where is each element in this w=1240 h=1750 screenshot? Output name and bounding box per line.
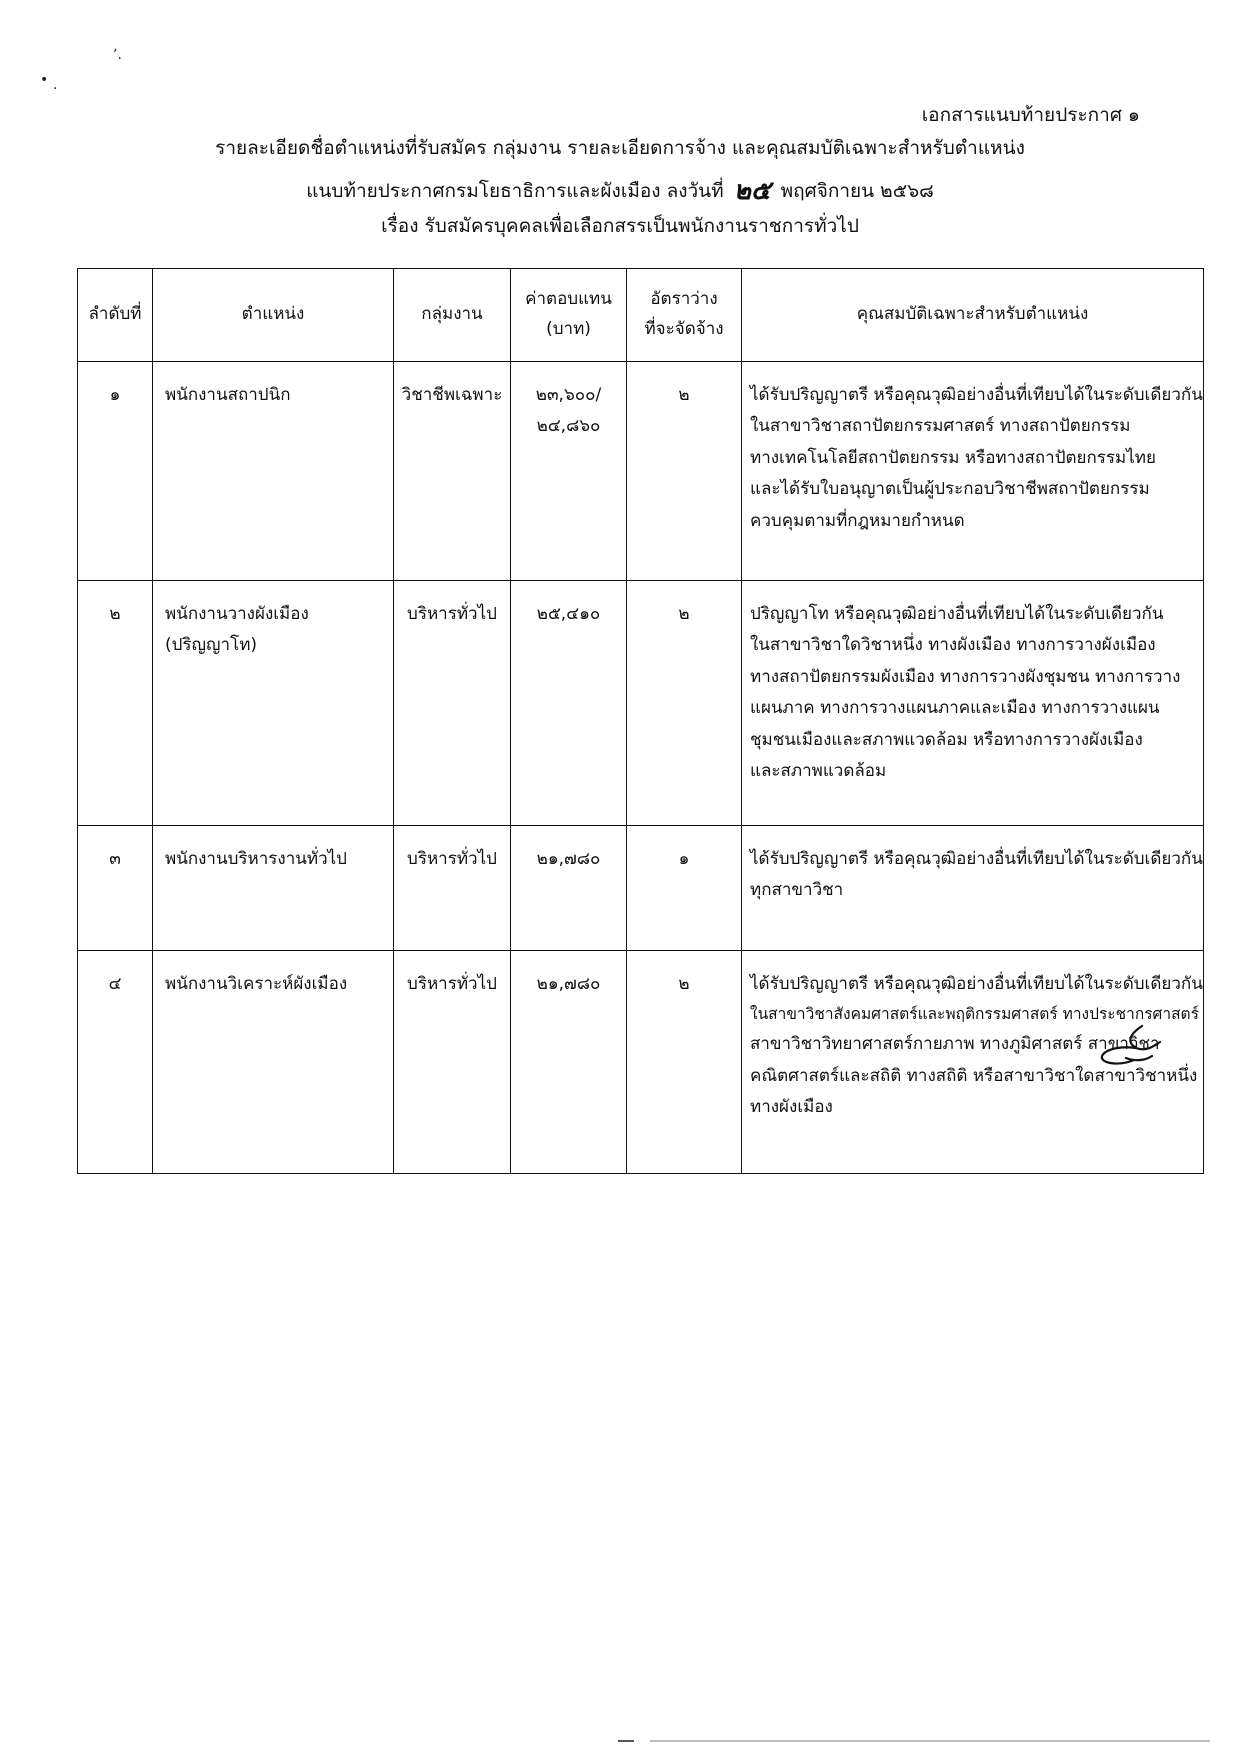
table-header-row (78, 269, 1204, 362)
table-row (78, 362, 1204, 581)
row-group: วิชาชีพเฉพาะ (394, 362, 511, 581)
row-number: ๓ (78, 826, 153, 951)
announcement-day: ๒๕ (733, 176, 771, 206)
qualification-line: ชุมชนเมืองและสภาพแวดล้อม หรือทางการวางผังเมือง (750, 729, 1143, 750)
row-group: บริหารทั่วไป (394, 951, 511, 1174)
scan-edge-mark (618, 1740, 634, 1742)
qualification-line: แผนภาค ทางการวางแผนภาคและเมือง ทางการวางแผน (750, 698, 1160, 719)
qualification-line: ทางผังเมือง (750, 1096, 833, 1117)
row-vacancy: ๑ (627, 826, 742, 951)
scan-speck: · (53, 81, 58, 97)
row-salary-line1: ๒๑,๗๘๐ (536, 849, 601, 869)
signature-stroke (1102, 1026, 1160, 1063)
row-salary (511, 826, 627, 951)
row-position (153, 951, 394, 1174)
row-position (153, 581, 394, 826)
announcement-reference: แนบท้ายประกาศกรมโยธาธิการและผังเมือง ลงวันที่ (306, 180, 724, 202)
header-position: ตำแหน่ง (153, 269, 394, 362)
row-salary-line1: ๒๓,๖๐๐/ (535, 385, 602, 405)
header-salary-line1: ค่าตอบแทน (525, 289, 612, 310)
header-group: กลุ่มงาน (394, 269, 511, 362)
row-position-line2: (ปริญญาโท) (165, 634, 258, 655)
row-qualification (742, 581, 1204, 826)
header-vacancy-line2: ที่จะจัดจ้าง (644, 319, 724, 339)
row-position (153, 362, 394, 581)
header-no: ลำดับที่ (78, 269, 153, 362)
header-vacancy (627, 269, 742, 362)
row-position-line1: พนักงานบริหารงานทั่วไป (165, 849, 347, 869)
qualification-line: ทางเทคโนโลยีสถาปัตยกรรม หรือทางสถาปัตยกรรมไทย (750, 447, 1156, 468)
row-qualification (742, 826, 1204, 951)
scan-speck: • (40, 72, 49, 88)
table-row (78, 826, 1204, 951)
qualification-line: สาขาวิชาวิทยาศาสตร์กายภาพ ทางภูมิศาสตร์ สาขาวิชา (750, 1034, 1160, 1055)
row-position-line1: พนักงานวางผังเมือง (165, 604, 309, 624)
qualification-line: ทุกสาขาวิชา (750, 880, 844, 901)
header-salary-line2: (บาท) (546, 319, 591, 339)
qualification-line: ในสาขาวิชาสถาปัตยกรรมศาสตร์ ทางสถาปัตยกรรม (750, 416, 1131, 437)
row-salary-line2: ๒๔,๘๖๐ (536, 415, 601, 436)
row-number: ๑ (78, 362, 153, 581)
row-salary (511, 362, 627, 581)
row-group: บริหารทั่วไป (394, 581, 511, 826)
initial-signature (1096, 1022, 1170, 1070)
table-row (78, 951, 1204, 1174)
document-subtitle (60, 176, 1180, 207)
row-salary-line1: ๒๑,๗๘๐ (536, 974, 601, 994)
row-vacancy: ๒ (627, 581, 742, 826)
qualification-line: ในสาขาวิชาสังคมศาสตร์และพฤติกรรมศาสตร์ ทางประชากรศาสตร์ (750, 1005, 1199, 1024)
qualification-line: ในสาขาวิชาใดวิชาหนึ่ง ทางผังเมือง ทางการวางผังเมือง (750, 635, 1156, 656)
qualification-line: ทางสถาปัตยกรรมผังเมือง ทางการวางผังชุมชน ทางการวาง (750, 666, 1181, 687)
annex-label: เอกสารแนบท้ายประกาศ ๑ (921, 104, 1140, 126)
qualification-line: ได้รับปริญญาตรี หรือคุณวุฒิอย่างอื่นที่เทียบได้ในระดับเดียวกัน (750, 974, 1203, 994)
row-number: ๔ (78, 951, 153, 1174)
row-position (153, 826, 394, 951)
row-salary (511, 951, 627, 1174)
row-salary-line1: ๒๕,๔๑๐ (536, 604, 601, 624)
qualification-line: คณิตศาสตร์และสถิติ ทางสถิติ หรือสาขาวิชาใดสาขาวิชาหนึ่ง (750, 1065, 1198, 1086)
qualification-line: ได้รับปริญญาตรี หรือคุณวุฒิอย่างอื่นที่เทียบได้ในระดับเดียวกัน (750, 849, 1203, 869)
row-qualification (742, 362, 1204, 581)
row-vacancy: ๒ (627, 362, 742, 581)
header-vacancy-line1: อัตราว่าง (650, 289, 718, 310)
table-row (78, 581, 1204, 826)
qualification-line: ควบคุมตามที่กฎหมายกำหนด (750, 510, 965, 531)
positions-table (77, 268, 1204, 1174)
row-position-line1: พนักงานสถาปนิก (165, 385, 291, 405)
row-position-line1: พนักงานวิเคราะห์ผังเมือง (165, 974, 348, 994)
qualification-line: ได้รับปริญญาตรี หรือคุณวุฒิอย่างอื่นที่เทียบได้ในระดับเดียวกัน (750, 385, 1203, 405)
row-number: ๒ (78, 581, 153, 826)
qualification-line: และได้รับใบอนุญาตเป็นผู้ประกอบวิชาชีพสถาปัตยกรรม (750, 479, 1150, 500)
document-title: รายละเอียดชื่อตำแหน่งที่รับสมัคร กลุ่มงาน รายละเอียดการจ้าง และคุณสมบัติเฉพาะสำหรับตำแหน่ง (215, 137, 1025, 159)
document-subject: เรื่อง รับสมัครบุคคลเพื่อเลือกสรรเป็นพนักงานราชการทั่วไป (381, 215, 859, 237)
scan-edge-mark (650, 1740, 1210, 1742)
header-salary (511, 269, 627, 362)
row-salary (511, 581, 627, 826)
qualification-line: ปริญญาโท หรือคุณวุฒิอย่างอื่นที่เทียบได้ในระดับเดียวกัน (750, 604, 1164, 624)
qualification-line: และสภาพแวดล้อม (750, 761, 887, 782)
announcement-month-year: พฤศจิกายน ๒๕๖๘ (780, 180, 934, 202)
row-group: บริหารทั่วไป (394, 826, 511, 951)
scan-speck: ʼ. (113, 47, 122, 63)
row-vacancy: ๒ (627, 951, 742, 1174)
header-qualification: คุณสมบัติเฉพาะสำหรับตำแหน่ง (742, 269, 1204, 362)
